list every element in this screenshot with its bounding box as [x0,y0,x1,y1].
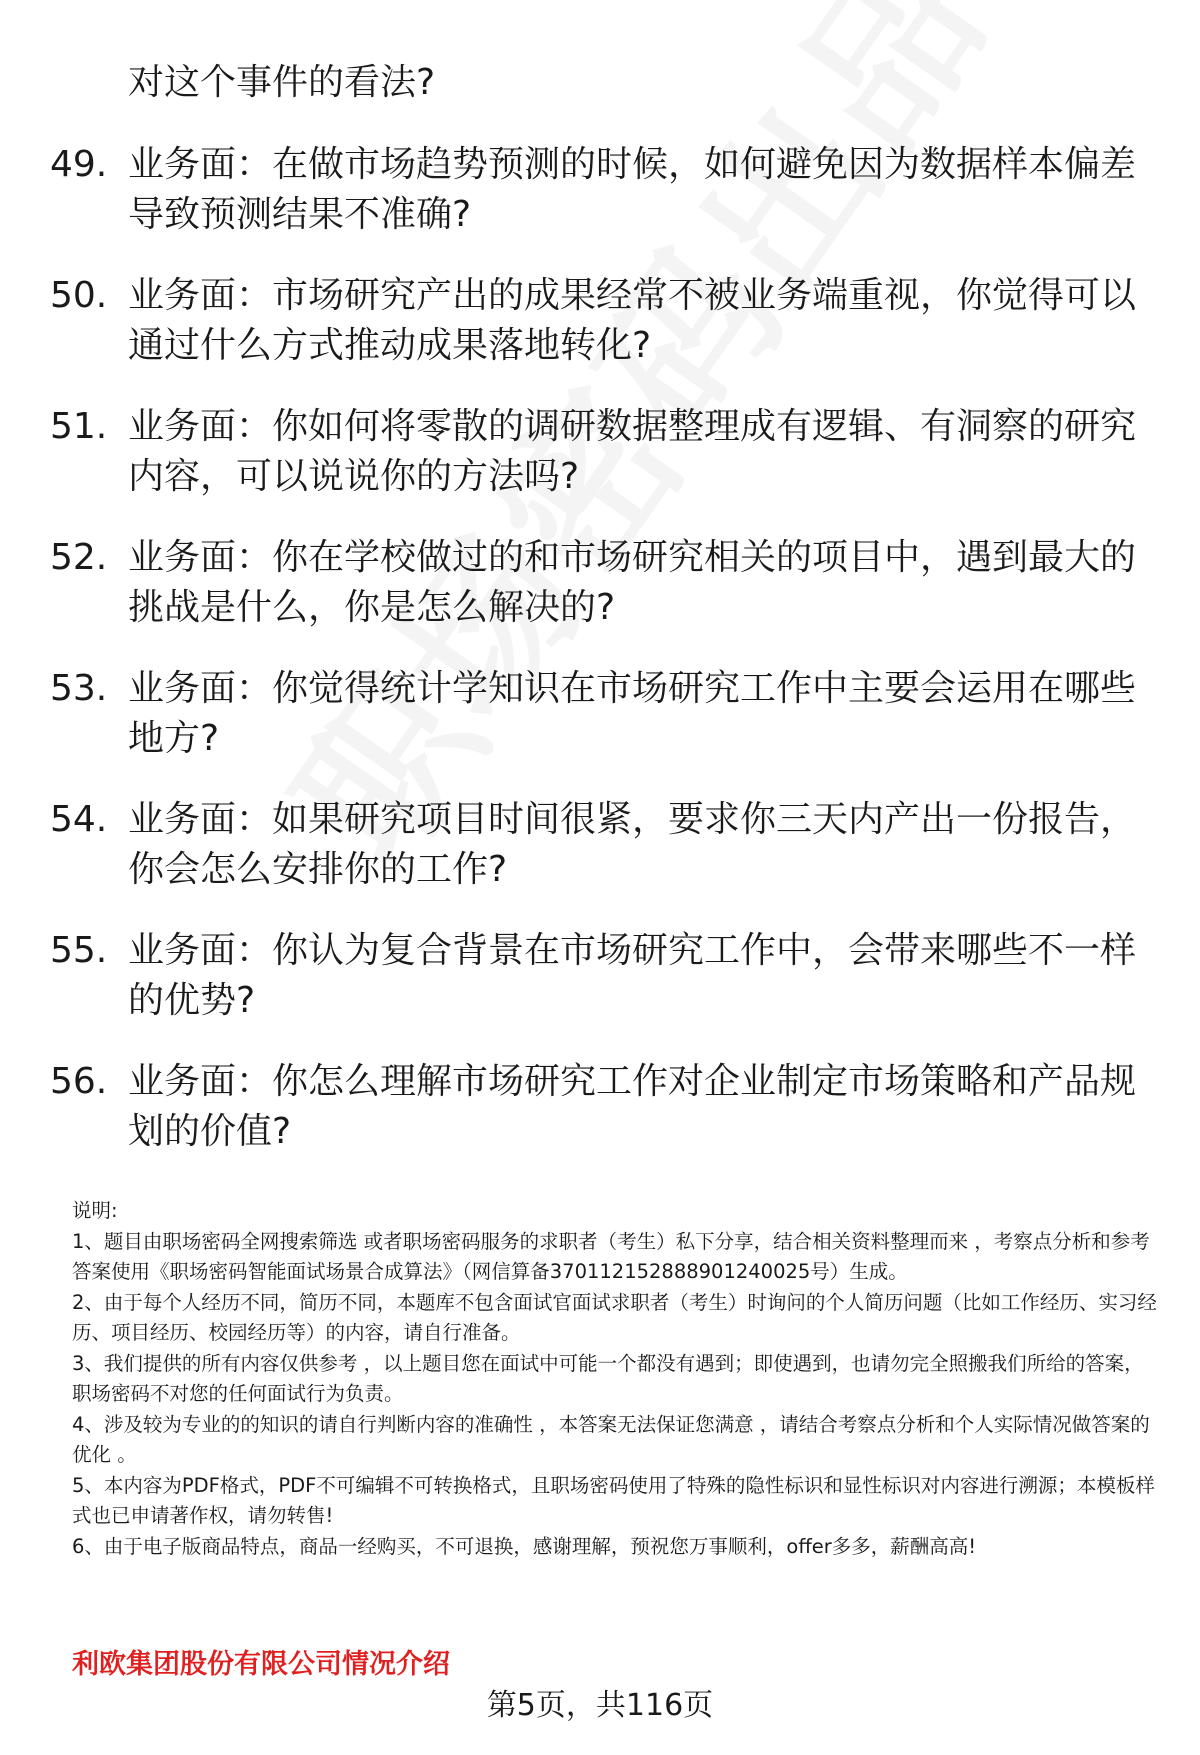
question-item [50,795,1150,926]
note-item: 6、由于电子版商品特点，商品一经购买，不可退换，感谢理解，预祝您万事顺利，offer多多，薪酬高高! [72,1534,977,1558]
page-number: 第5页，共116页 [486,1688,714,1723]
question-number: 55. [50,930,108,971]
question-item [50,402,1150,533]
question-number: 50. [50,275,108,316]
question-number: 56. [50,1061,108,1102]
question-item [50,926,1150,1057]
question-item [50,1057,1150,1188]
question-item [50,271,1150,402]
question-number: 54. [50,799,108,840]
question-item [50,533,1150,664]
question-item [50,140,1150,271]
question-text: 业务面：你在学校做过的和市场研究相关的项目中，遇到最大的挑战是什么，你是怎么解决的? [128,537,1137,628]
question-text: 业务面：你怎么理解市场研究工作对企业制定市场策略和产品规划的价值? [128,1061,1137,1152]
notes-section [72,1196,1160,1562]
question-continuation: 对这个事件的看法? [128,62,436,103]
question-number: 49. [50,144,108,185]
question-text: 业务面：如果研究项目时间很紧，要求你三天内产出一份报告，你会怎么安排你的工作? [128,799,1137,890]
note-item: 3、我们提供的所有内容仅供参考 ，以上题目您在面试中可能一个都没有遇到；即使遇到，也请勿完全照搬我们所给的答案，职场密码不对您的任何面试行为负责。 [72,1351,1144,1405]
note-item: 2、由于每个人经历不同，简历不同，本题库不包含面试官面试求职者（考生）时询问的个人简历问题（比如工作经历、实习经历、项目经历、校园经历等）的内容，请自行准备。 [72,1290,1157,1344]
question-number: 51. [50,406,108,447]
question-text: 业务面：你认为复合背景在市场研究工作中，会带来哪些不一样的优势? [128,930,1137,1021]
note-item: 5、本内容为PDF格式，PDF不可编辑不可转换格式，且职场密码使用了特殊的隐性标识和显性标识对内容进行溯源；本模板样式也已申请著作权，请勿转售! [72,1473,1155,1527]
question-text: 业务面：市场研究产出的成果经常不被业务端重视，你觉得可以通过什么方式推动成果落地转化? [128,275,1137,366]
question-number: 52. [50,537,108,578]
question-text: 业务面：你如何将零散的调研数据整理成有逻辑、有洞察的研究内容，可以说说你的方法吗? [128,406,1137,497]
notes-heading: 说明: [72,1199,118,1222]
question-number: 53. [50,668,108,709]
note-item: 4、涉及较为专业的的知识的请自行判断内容的准确性 ，本答案无法保证您满意 ，请结合考察点分析和个人实际情况做答案的优化 。 [72,1412,1150,1466]
question-item [50,664,1150,795]
question-text: 业务面：你觉得统计学知识在市场研究工作中主要会运用在哪些地方? [128,668,1137,759]
question-text: 业务面：在做市场趋势预测的时候，如何避免因为数据样本偏差导致预测结果不准确? [128,144,1137,235]
company-title: 利欧集团股份有限公司情况介绍 [72,1649,450,1680]
note-item: 1、题目由职场密码全网搜索筛选 或者职场密码服务的求职者（考生）私下分享，结合相关资料整理而来 ，考察点分析和参考答案使用《职场密码智能面试场景合成算法》（网信算备370112152888901240025号）生成。 [72,1229,1150,1283]
question-list [50,140,1150,1188]
